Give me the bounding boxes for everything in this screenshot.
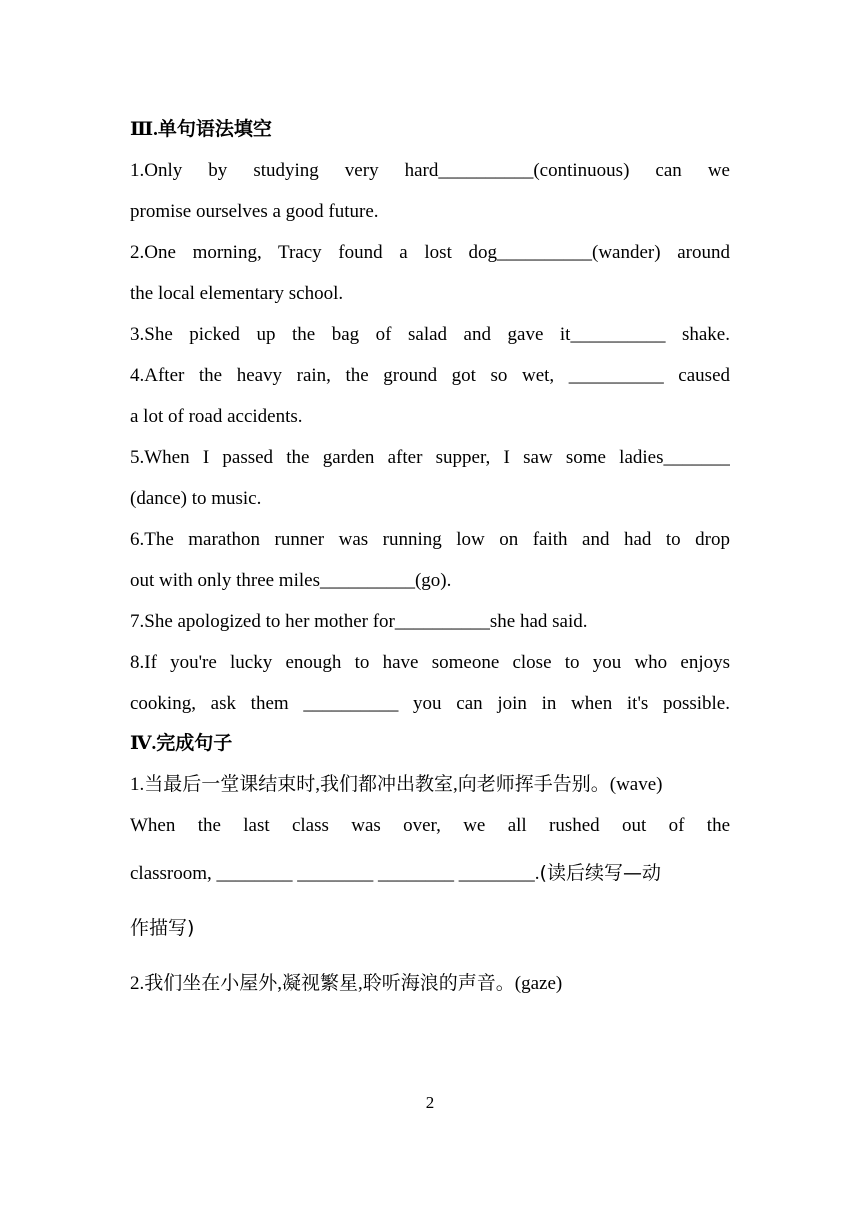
exercise-line: a lot of road accidents.	[130, 406, 303, 427]
exercise-line: 3.She picked up the bag of salad and gave it__________ shake.	[130, 324, 730, 345]
exercise-line: 1.Only by studying very hard__________(continuous) can we	[130, 160, 730, 181]
sentence-line: When the last class was over, we all rushed out of the	[130, 815, 730, 836]
translation-prompt: 2.我们坐在小屋外,凝视繁星,聆听海浪的声音。(gaze)	[130, 973, 563, 994]
writing-note: (读后续写—动	[539, 862, 661, 884]
sentence-blanks: classroom, ________ ________ ________ ________.	[130, 863, 540, 884]
section-3-heading: Ⅲ.单句语法填空	[130, 119, 272, 140]
exercise-line: 2.One morning, Tracy found a lost dog__________(wander) around	[130, 242, 730, 263]
page-content	[130, 110, 730, 1011]
exercise-line: the local elementary school.	[130, 283, 344, 304]
exercise-line: out with only three miles__________(go).	[130, 570, 452, 591]
exercise-line: promise ourselves a good future.	[130, 201, 379, 222]
exercise-line: cooking, ask them __________ you can join in when it's possible.	[130, 693, 730, 714]
writing-note-continued: 作描写)	[130, 917, 195, 939]
exercise-line: 5.When I passed the garden after supper, I saw some ladies_______	[130, 447, 730, 468]
exercise-line: (dance) to music.	[130, 488, 262, 509]
page-number: 2	[425, 1093, 435, 1112]
exercise-line: 8.If you're lucky enough to have someone close to you who enjoys	[130, 652, 730, 673]
exercise-line: 6.The marathon runner was running low on faith and had to drop	[130, 529, 730, 550]
sentence-line	[130, 846, 730, 901]
translation-prompt: 1.当最后一堂课结束时,我们都冲出教室,向老师挥手告别。(wave)	[130, 774, 663, 795]
section-4-heading: Ⅳ.完成句子	[130, 733, 233, 754]
exercise-line: 7.She apologized to her mother for__________she had said.	[130, 611, 588, 632]
exercise-line: 4.After the heavy rain, the ground got so wet, __________ caused	[130, 365, 730, 386]
